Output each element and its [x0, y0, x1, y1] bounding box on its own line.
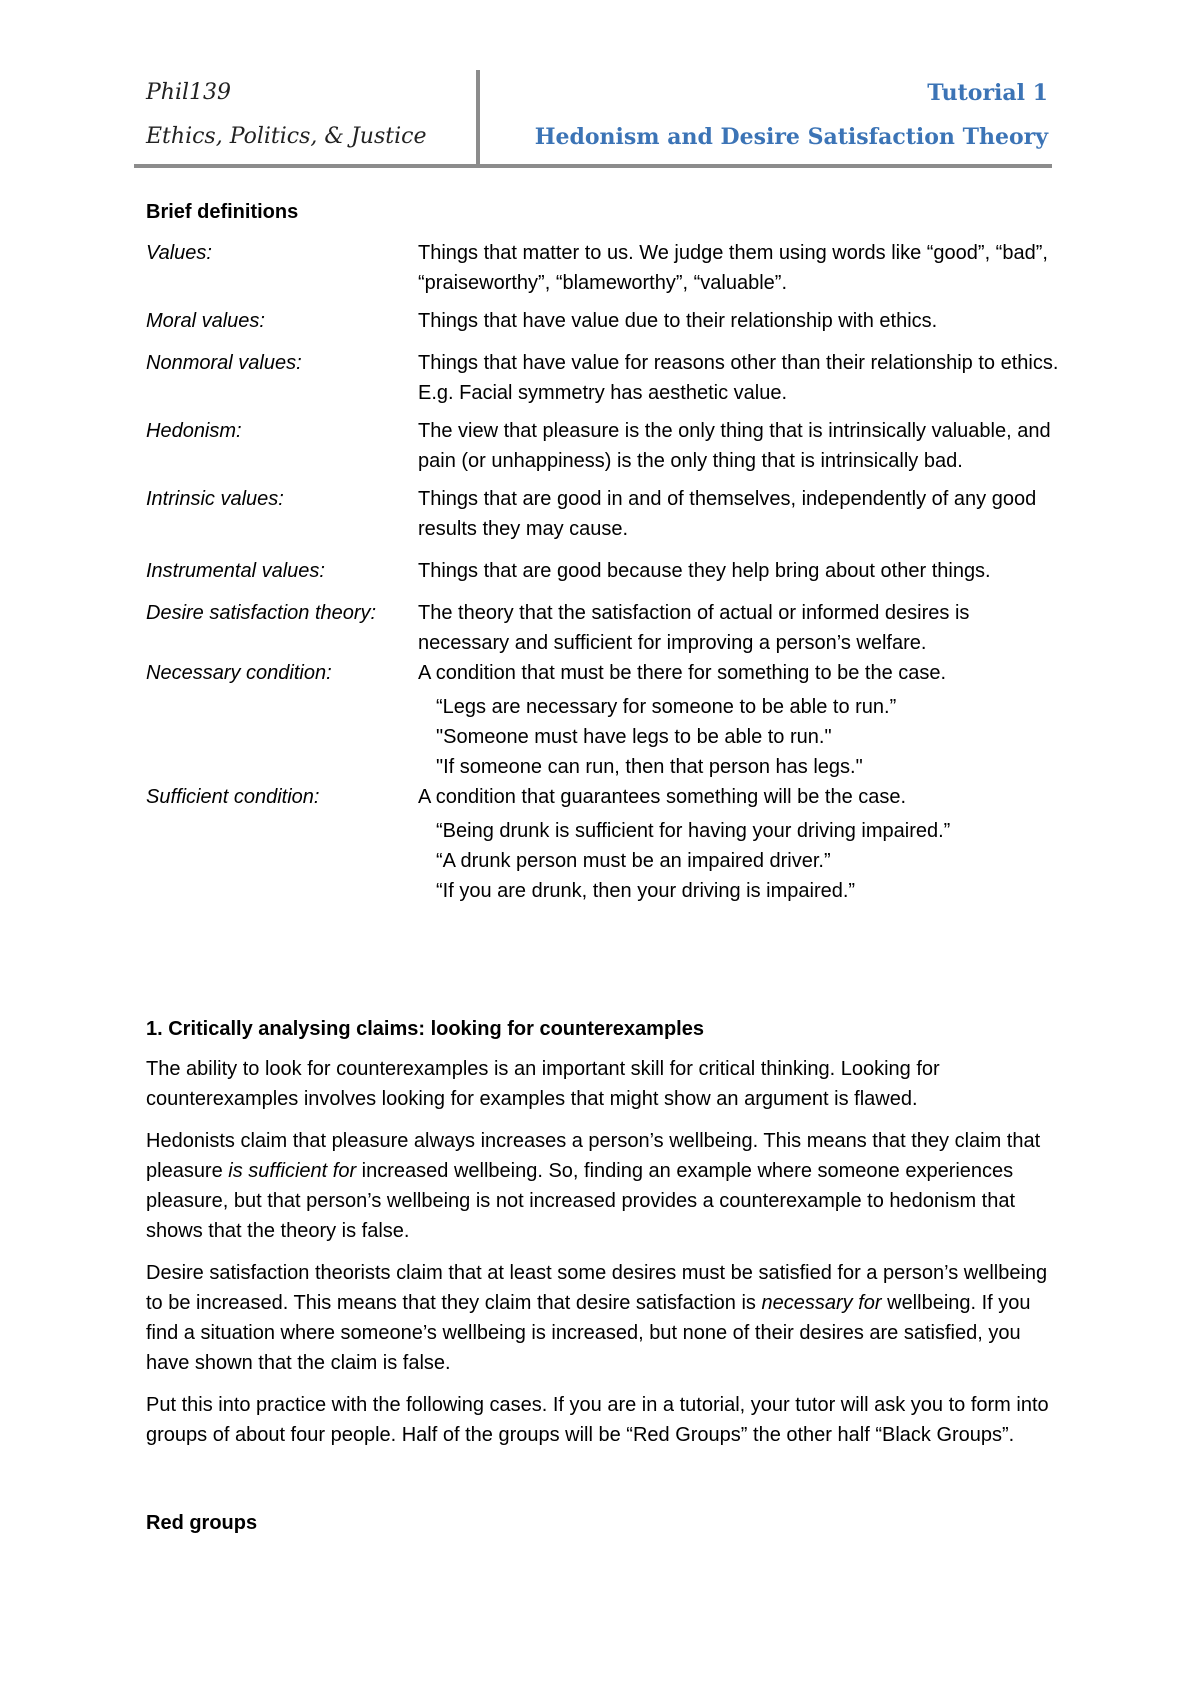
example-quote: “A drunk person must be an impaired driver.” — [436, 850, 831, 872]
red-groups-title: Red groups — [146, 1512, 258, 1534]
emphasis-text: necessary for — [761, 1292, 882, 1314]
definition-text: A condition that must be there for something to be the case. — [418, 662, 947, 684]
paragraph-text: Desire satisfaction theorists claim that at least some desires must be satisfied for a person’s wellbeing to be increased. This means that they claim that desire satisfaction is — [146, 1262, 1048, 1314]
definition-text: The view that pleasure is the only thing that is intrinsically valuable, and pain (or unhappiness) is the only thing that is intrinsically bad. — [418, 420, 1051, 472]
definition-term: Sufficient condition: — [146, 786, 320, 808]
definition-text: A condition that guarantees something will be the case. — [418, 786, 907, 808]
definition-term: Necessary condition: — [146, 662, 332, 684]
definition-term: Intrinsic values: — [146, 488, 284, 510]
definition-term: Nonmoral values: — [146, 352, 302, 374]
definition-text: Things that matter to us. We judge them using words like “good”, “bad”, “praiseworthy”, “blameworthy”, “valuable”. — [418, 242, 1048, 294]
definition-row — [146, 782, 1066, 906]
section-heading: 1. Critically analysing claims: looking for counterexamples — [146, 1018, 704, 1040]
example-quote: “Legs are necessary for someone to be able to run.” — [436, 696, 897, 718]
definition-text: Things that are good because they help bring about other things. — [418, 560, 991, 582]
definition-term: Values: — [146, 242, 212, 264]
section-counterexamples — [146, 1014, 1056, 1462]
definition-text: Things that are good in and of themselves, independently of any good results they may cause. — [418, 488, 1037, 540]
definition-row — [146, 598, 1066, 658]
paragraph-text: wellbeing. If you find a situation where someone’s wellbeing is increased, but none of their desires are satisfied, you have shown that the claim is false. — [146, 1292, 1031, 1374]
definition-term: Desire satisfaction theory: — [146, 602, 377, 624]
paragraph-hedonism — [146, 1126, 1056, 1246]
definition-row — [146, 556, 1066, 586]
paragraph-desire — [146, 1258, 1056, 1378]
definition-text: The theory that the satisfaction of actual or informed desires is necessary and sufficient for improving a person’s welfare. — [418, 602, 970, 654]
definitions-list — [146, 238, 1066, 906]
header-divider-vertical — [476, 70, 480, 168]
example-quote: "If someone can run, then that person has legs." — [436, 756, 863, 778]
definition-row — [146, 416, 1066, 476]
definition-text: Things that have value due to their relationship with ethics. — [418, 310, 938, 332]
example-quote: “Being drunk is sufficient for having your driving impaired.” — [436, 820, 951, 842]
definition-row — [146, 484, 1066, 544]
paragraph-text: Hedonists claim that pleasure always increases a person’s wellbeing. This means that they claim that pleasure — [146, 1130, 1041, 1182]
tutorial-topic: Hedonism and Desire Satisfaction Theory — [534, 124, 1048, 150]
definition-row — [146, 306, 1066, 336]
example-quote: “If you are drunk, then your driving is impaired.” — [436, 880, 856, 902]
definition-text: Things that have value for reasons other than their relationship to ethics. E.g. Facial symmetry has aesthetic value. — [418, 352, 1059, 404]
definition-row — [146, 658, 1066, 782]
course-code: Phil139 — [146, 80, 232, 105]
definition-term: Hedonism: — [146, 420, 242, 442]
definition-term: Instrumental values: — [146, 560, 325, 582]
definition-row — [146, 238, 1066, 298]
course-name: Ethics, Politics, & Justice — [146, 124, 427, 149]
paragraph: Put this into practice with the following cases. If you are in a tutorial, your tutor will ask you to form into groups of about four people. Half of the groups will be “Red Groups” the other half “Black Groups”. — [146, 1394, 1049, 1446]
emphasis-text: is sufficient for — [228, 1160, 357, 1182]
tutorial-number: Tutorial 1 — [927, 80, 1048, 106]
example-quote: "Someone must have legs to be able to run." — [436, 726, 832, 748]
header-divider-horizontal — [134, 164, 1052, 168]
definition-row — [146, 348, 1066, 408]
definition-term: Moral values: — [146, 310, 265, 332]
paragraph-text: increased wellbeing. So, finding an example where someone experiences pleasure, but that person’s wellbeing is not increased provides a counterexample to hedonism that shows that the theory is false. — [146, 1160, 1016, 1242]
definitions-title: Brief definitions — [146, 201, 299, 223]
paragraph: The ability to look for counterexamples is an important skill for critical thinking. Looking for counterexamples involves looking for examples that might show an argument is flawed. — [146, 1058, 940, 1110]
